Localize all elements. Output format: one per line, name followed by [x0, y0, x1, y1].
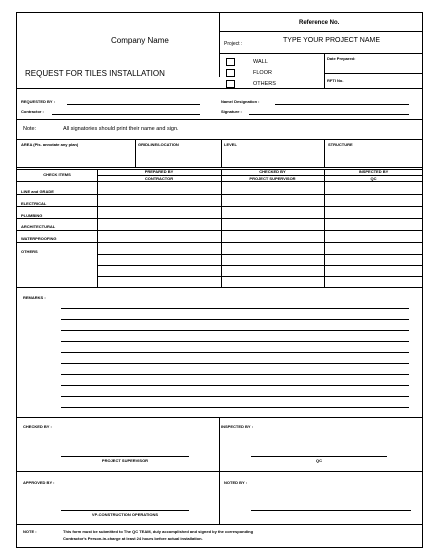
company-name[interactable]: Company Name [111, 36, 169, 45]
check-item-electrical: ELECTRICAL [21, 201, 47, 206]
signature-label: Signature : [221, 109, 242, 114]
check-item-plumbing: PLUMBING [21, 213, 43, 218]
name-designation-label: Name/ Designation : [221, 99, 260, 104]
row-line [97, 254, 423, 255]
option-others: OTHERS [253, 81, 276, 87]
check-item-waterproofing: WATERPROOFING [21, 236, 57, 241]
remarks-line[interactable] [61, 385, 409, 386]
project-bottom-line [219, 53, 423, 54]
others-checkbox[interactable] [226, 80, 235, 88]
inspected-by-header: INSPECTED BY [358, 169, 389, 174]
approved-by-signature-line[interactable] [61, 510, 189, 511]
remarks-bottom-line [17, 417, 423, 418]
date-prepared-label: Date Prepared: [327, 56, 356, 61]
remarks-line[interactable] [61, 308, 409, 309]
row-line [97, 276, 423, 277]
signoff-mid-line [17, 471, 423, 472]
reference-no-label: Reference No. [299, 20, 340, 26]
project-supervisor-caption: PROJECT SUPERVISOR [101, 458, 149, 463]
inspected-by-signature-line[interactable] [251, 456, 387, 457]
checked-by-label: CHECKED BY : [23, 424, 52, 429]
wall-checkbox[interactable] [226, 58, 235, 66]
check-col-3 [324, 169, 325, 287]
option-floor: FLOOR [253, 70, 272, 76]
note-bottom-line [17, 139, 423, 140]
option-wall: WALL [253, 59, 268, 65]
check-table-bottom-line [17, 287, 423, 288]
remarks-line[interactable] [61, 352, 409, 353]
contractor-field[interactable] [52, 114, 200, 115]
signature-field[interactable] [249, 114, 409, 115]
check-item-architectural: ARCHITECTURAL [21, 224, 56, 229]
remarks-line[interactable] [61, 319, 409, 320]
area-divider-2 [221, 139, 222, 167]
area-label: AREA (Pls. annotate any plan) [21, 142, 79, 147]
remarks-line[interactable] [61, 363, 409, 364]
vp-construction-caption: VP-CONSTRUCTION OPERATIONS [91, 512, 159, 517]
check-col-1 [97, 169, 98, 287]
structure-label: STRUCTURE [328, 142, 353, 147]
reference-underline [219, 31, 423, 32]
row-line [17, 218, 423, 219]
check-col-2 [221, 169, 222, 287]
checked-by-header: CHECKED BY [259, 169, 286, 174]
row-line [17, 230, 423, 231]
date-divider [324, 53, 325, 88]
contractor-header: CONTRACTOR [144, 175, 174, 181]
level-label: LEVEL [224, 142, 237, 147]
tiles-installation-form [16, 12, 423, 548]
check-items-header: CHECK ITEMS [43, 172, 71, 177]
date-bottom-line [324, 73, 423, 74]
requested-by-label: REQUESTED BY : [21, 99, 55, 104]
remarks-label: REMARKS : [23, 295, 46, 300]
remarks-line[interactable] [61, 374, 409, 375]
qc-caption: QC [316, 458, 322, 463]
area-bottom-line [17, 167, 423, 168]
approved-by-label: APPROVED BY : [23, 480, 55, 485]
qc-header: QC [370, 175, 377, 181]
project-name[interactable]: TYPE YOUR PROJECT NAME [283, 37, 380, 44]
gridline-label: GRIDLINE/LOCATION [138, 142, 179, 147]
area-divider-3 [324, 139, 325, 167]
row-line [17, 206, 423, 207]
form-title: REQUEST FOR TILES INSTALLATION [25, 69, 165, 78]
requested-by-field[interactable] [67, 104, 200, 105]
floor-checkbox[interactable] [226, 69, 235, 77]
noted-by-label: NOTED BY : [224, 480, 248, 485]
requester-bottom-line [17, 119, 423, 120]
others-underline [253, 88, 313, 89]
project-label: Project : [224, 41, 243, 47]
rfti-no-label: RFTI No. [327, 78, 344, 83]
header-divider [219, 13, 220, 77]
header-bottom-line [17, 88, 423, 89]
check-header-bottom-line [17, 181, 423, 182]
footer-note-line-1: This form must be submitted to The QC TEAM, duly accomplished and signed by the corresponding [63, 529, 254, 534]
project-supervisor-header: PROJECT SUPERVISOR [249, 175, 296, 181]
remarks-line[interactable] [61, 330, 409, 331]
inspected-by-label: INSPECTED BY : [221, 424, 253, 429]
area-divider-1 [135, 139, 136, 167]
note-text: All signatories should print their name and sign. [63, 126, 179, 132]
prepared-by-header: PREPARED BY [144, 169, 174, 174]
signoff-bottom-line [17, 524, 423, 525]
check-item-others: OTHERS [21, 249, 38, 254]
check-item-line-grade: LINE and GRADE [21, 189, 54, 194]
remarks-line[interactable] [61, 407, 409, 408]
remarks-line[interactable] [61, 341, 409, 342]
row-line [17, 242, 423, 243]
contractor-label: Contractor : [21, 109, 44, 114]
footer-note-line-2: Contractor's Person-in-charge at least 24 hours before actual installation. [63, 536, 203, 541]
footer-note-label: NOTE : [23, 529, 37, 534]
checked-by-signature-line[interactable] [61, 456, 189, 457]
noted-by-signature-line[interactable] [251, 510, 411, 511]
name-designation-field[interactable] [275, 104, 409, 105]
remarks-line[interactable] [61, 396, 409, 397]
row-line [97, 265, 423, 266]
note-label: Note: [23, 126, 37, 132]
row-line [17, 194, 423, 195]
